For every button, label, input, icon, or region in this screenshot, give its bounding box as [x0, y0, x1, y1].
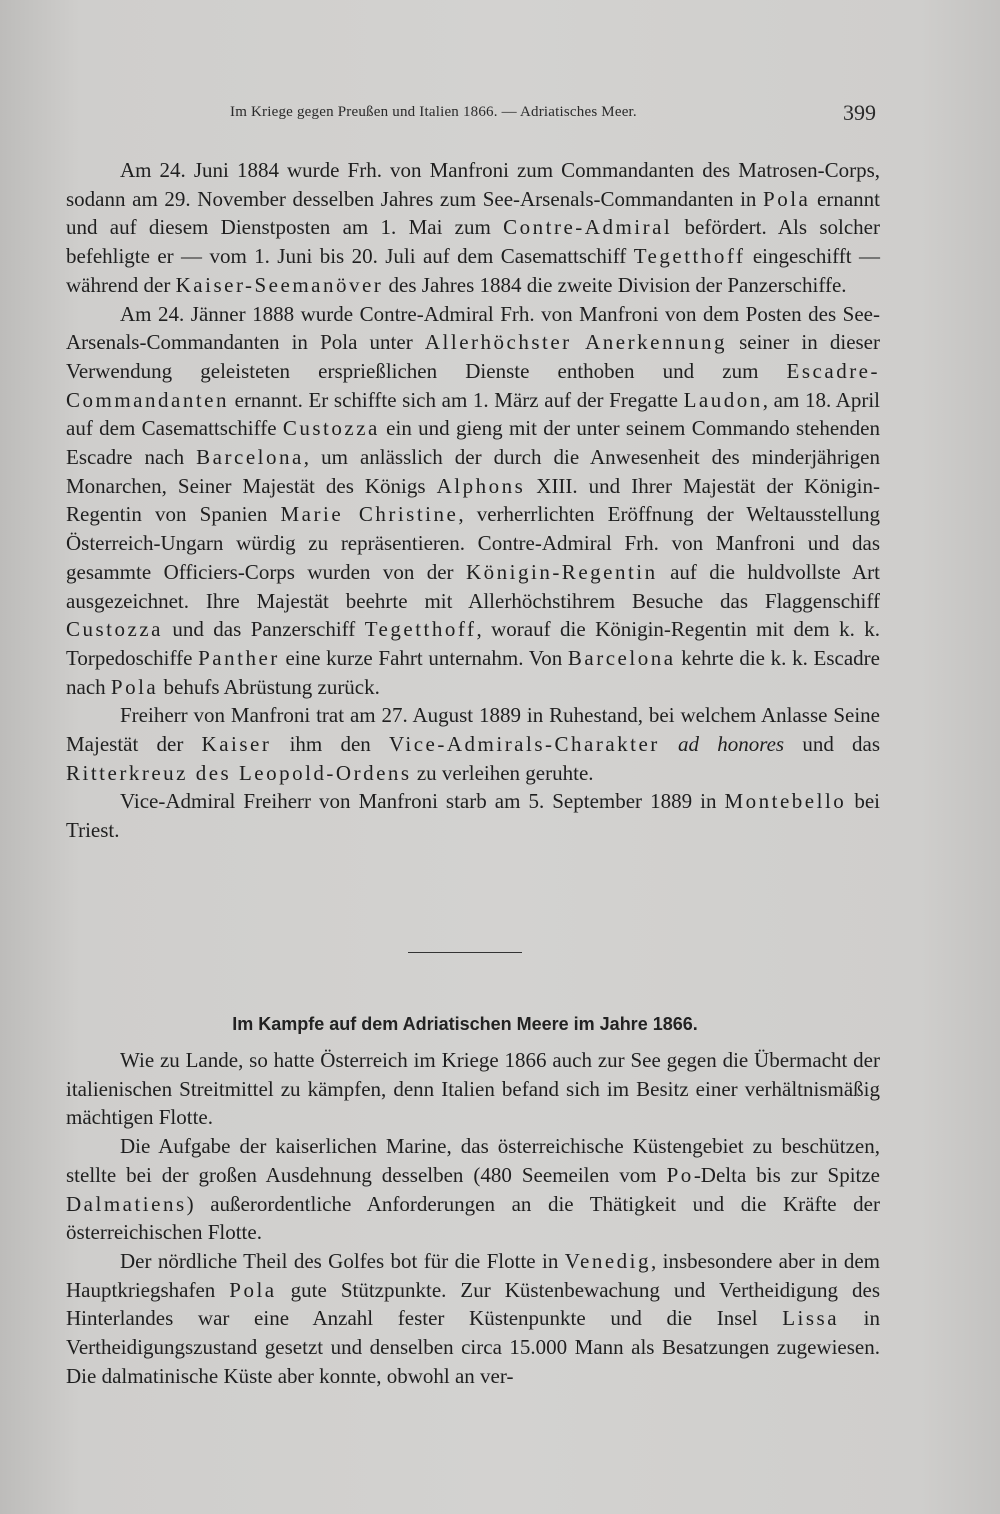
text-run: des Jahres 1884 die zweite Division der Panzerschiffe.	[383, 272, 847, 297]
text-run: eingeschifft — während der	[66, 244, 880, 297]
paragraph	[66, 787, 880, 844]
text-run: befördert. Als solcher befehligte er — vom 1. Juni bis 20. Juli auf dem Casemattschiff	[66, 215, 880, 269]
running-header: Im Kriege gegen Preußen und Italien 1866. — Adriatisches Meer.	[230, 104, 637, 120]
text-run: zu verleihen geruhte.	[411, 760, 594, 785]
text-run: und das Panzerschiff	[162, 617, 365, 642]
spaced-name: Marie Christine	[280, 502, 459, 527]
spaced-name: Kaiser	[201, 732, 272, 757]
section-divider	[408, 952, 522, 953]
text-run: eine kurze Fahrt unternahm. Von	[279, 645, 568, 670]
text-run: ernannt und auf diesem Dienstposten am 1. Mai zum	[66, 186, 880, 240]
text-run: Freiherr von Manfroni trat am 27. August 1889 in Ruhestand, bei welchem Anlasse Seine Majestät der	[66, 703, 880, 757]
text-run: ein und gieng mit der unter seinem Commando stehenden Escadre nach	[66, 416, 880, 470]
text-run: XIII. und Ihrer Majestät der Königin-Regentin von Spanien	[66, 473, 880, 527]
spaced-name: Montebello	[724, 789, 847, 814]
text-run: , um anlässlich der durch die Anwesenheit des minderjährigen Monarchen, Seiner Majestät des Königs	[66, 445, 880, 498]
paragraph	[66, 1247, 880, 1391]
spaced-name: Allerhöchster Anerkennung	[424, 330, 727, 355]
spaced-name: Ritterkreuz des Leopold-Ordens	[66, 760, 412, 785]
spaced-name: Tegetthoff	[364, 617, 477, 642]
spaced-name: Dalmatiens	[66, 1191, 187, 1216]
biography-section	[66, 156, 880, 845]
section-heading: Im Kampfe auf dem Adriatischen Meere im Jahre 1866.	[232, 1014, 698, 1034]
text-run: Die Aufgabe der kaiserlichen Marine, das österreichische Küstengebiet zu beschützen, stellte bei der großen Ausdehnung desselben (480 Seemeilen vom	[66, 1134, 880, 1187]
text-run: , verherrlichten Eröffnung der Weltausstellung Österreich-Ungarn würdig zu repräsentieren. Contre-Admiral Frh. von Manfroni und das gesammte Officiers-Corps wurden von der	[66, 502, 880, 584]
text-run: , worauf die Königin-Regentin mit dem k. k. Torpedoschiffe	[66, 617, 881, 670]
paragraph	[66, 156, 880, 300]
spaced-name: Barcelona	[567, 645, 676, 670]
text-run: , insbesondere aber in dem Hauptkriegshafen	[66, 1248, 880, 1302]
spaced-name: Po	[666, 1162, 694, 1187]
paragraph	[66, 300, 880, 702]
adriatic-section	[66, 1046, 880, 1390]
text-run: kehrte die k. k. Escadre nach	[66, 645, 880, 699]
text-run: Vice-Admiral Freiherr von Manfroni starb am 5. September 1889 in	[120, 789, 725, 814]
spaced-name: Tegetthoff	[633, 244, 746, 269]
spaced-name: Contre-Admiral	[503, 215, 673, 240]
text-run: und das	[784, 732, 881, 757]
italic-phrase: ad honores	[678, 732, 785, 757]
spaced-name: Custozza	[66, 617, 163, 642]
spaced-name: Laudon	[683, 387, 763, 412]
spaced-name: Barcelona	[196, 445, 304, 470]
spaced-name: Pola	[229, 1277, 277, 1302]
spaced-name: Pola	[763, 186, 811, 211]
text-run: behufs Abrüstung zurück.	[158, 674, 380, 699]
page-number: 399	[843, 100, 876, 125]
text-run: Am 24. Jänner 1888 wurde Contre-Admiral Frh. von Manfroni von dem Posten des See-Arsenals-Commandanten in Pola unter	[66, 301, 880, 355]
text-run: bei Triest.	[66, 789, 880, 843]
spaced-name: Vice-Admirals-Charakter	[388, 732, 660, 757]
text-run: ernannt. Er schiffte sich am 1. März auf der Fregatte	[228, 387, 684, 412]
spaced-name: Venedig	[564, 1248, 652, 1273]
spaced-name: Alphons	[436, 473, 526, 498]
text-run: ) außerordentliche Anforderungen an die Thätigkeit und die Kräfte der österreichischen Flotte.	[66, 1191, 880, 1245]
spaced-name: Lissa	[782, 1306, 840, 1331]
spaced-name: Panther	[198, 645, 280, 670]
text-run: , am 18. April auf dem Casemattschiffe	[66, 387, 881, 441]
text-run: in Vertheidigungszustand gesetzt und denselben circa 15.000 Mann als Besatzungen zugewiesen. Die dalmatinische Küste aber konnte, obwohl an ver-	[66, 1306, 880, 1388]
text-run: seiner in dieser Verwendung geleisteten ersprießlichen Dienste enthoben und zum	[66, 330, 880, 383]
paragraph: Wie zu Lande, so hatte Österreich im Kriege 1866 auch zur See gegen die Übermacht der italienischen Streitmittel zu kämpfen, denn Italien befand sich im Besitz einer verhältnismäßig mächtigen Flotte.	[66, 1048, 880, 1130]
text-run: Am 24. Juni 1884 wurde Frh. von Manfroni zum Commandanten des Matrosen-Corps, sodann am 29. November desselben Jahres zum See-Arsenals-Commandanten in	[66, 158, 880, 211]
spaced-name: Kaiser-Seemanöver	[175, 272, 384, 297]
paragraph	[66, 701, 880, 787]
text-run: -Delta bis zur Spitze	[693, 1162, 881, 1187]
text-run: Der nördliche Theil des Golfes bot für die Flotte in	[120, 1248, 565, 1273]
text-run: auf die huldvollste Art ausgezeichnet. Ihre Majestät beehrte mit Allerhöchstihrem Besuche das Flaggenschiff	[66, 559, 880, 613]
text-run: gute Stützpunkte. Zur Küstenbewachung und Vertheidigung des Hinterlandes war eine Anzahl fester Küstenpunkte und die Insel	[66, 1277, 880, 1331]
spaced-name: Custozza	[282, 416, 380, 441]
spaced-name: Pola	[110, 674, 159, 699]
paragraph	[66, 1132, 880, 1247]
spaced-name: Escadre-Commandanten	[66, 358, 880, 412]
spaced-name: Königin-Regentin	[465, 559, 658, 584]
text-run: ihm den	[271, 732, 389, 757]
